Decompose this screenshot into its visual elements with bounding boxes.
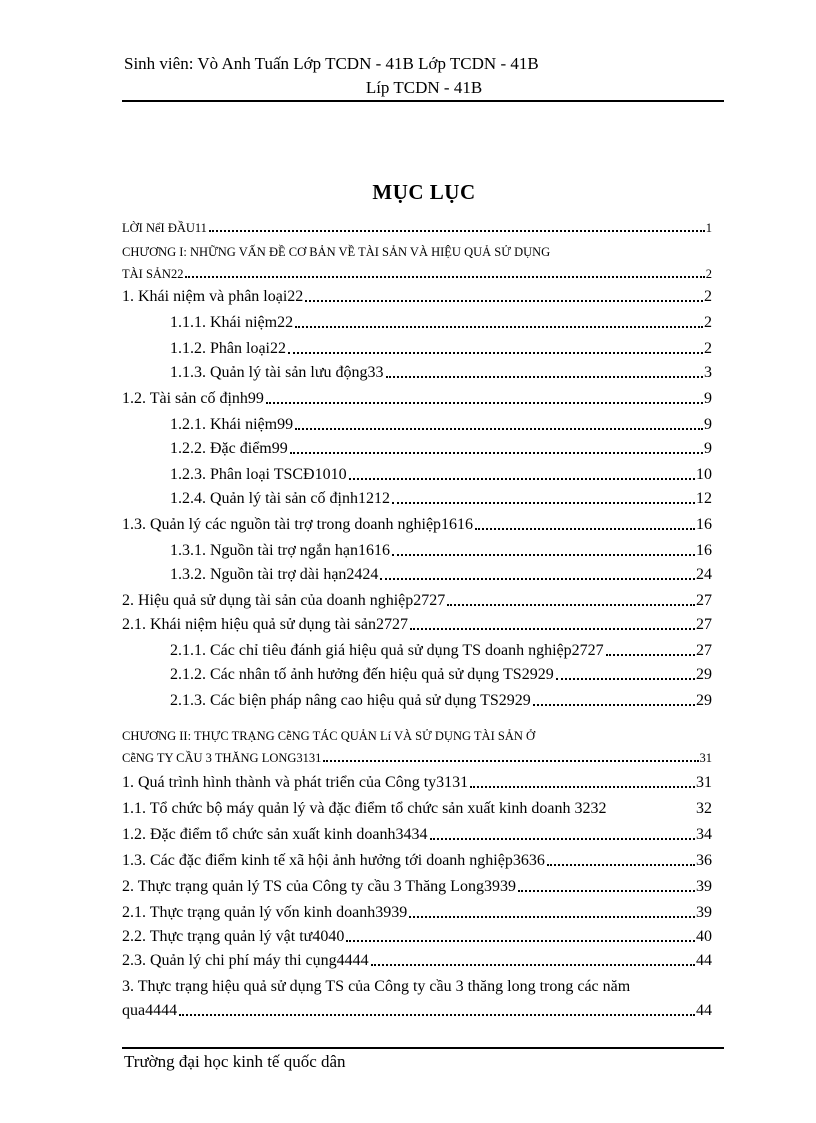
header-rule bbox=[122, 100, 724, 102]
toc-entry-title: TÀI SẢN22 bbox=[122, 267, 184, 281]
toc-entry-page: 36 bbox=[696, 852, 712, 869]
toc-entry[interactable] bbox=[122, 874, 712, 896]
toc-entry-page: 31 bbox=[696, 774, 712, 791]
toc-dot-leader bbox=[447, 594, 695, 606]
toc-entry-page: 10 bbox=[696, 466, 712, 483]
toc-entry-title: 1.2. Tài sản cố định99 bbox=[122, 390, 264, 407]
toc-entry[interactable] bbox=[170, 310, 712, 332]
toc-entry[interactable] bbox=[122, 796, 712, 818]
toc-entry[interactable] bbox=[170, 360, 712, 382]
toc-entry[interactable] bbox=[122, 948, 712, 970]
toc-entry[interactable] bbox=[170, 562, 712, 584]
toc-entry[interactable] bbox=[122, 612, 712, 634]
toc-dot-leader bbox=[518, 880, 695, 892]
toc-entry-page: 32 bbox=[696, 800, 712, 817]
toc-entry-title: 2.3. Quản lý chi phí máy thi cụng4444 bbox=[122, 952, 369, 969]
toc-entry[interactable] bbox=[122, 386, 712, 408]
toc-entry-title: 2.2. Thực trạng quản lý vật tư4040 bbox=[122, 928, 345, 945]
toc-entry-page: 1 bbox=[705, 221, 712, 235]
toc-dot-leader bbox=[295, 418, 703, 430]
toc-entry-page: 9 bbox=[704, 440, 712, 457]
toc-dot-leader bbox=[430, 828, 696, 840]
toc-entry-title: 1.1.1. Khái niệm22 bbox=[170, 314, 294, 331]
toc-entry-title: 1.3.1. Nguồn tài trợ ngắn hạn1616 bbox=[170, 542, 390, 559]
toc-entry[interactable] bbox=[170, 412, 712, 434]
toc-entry-title: 2.1.1. Các chỉ tiêu đánh giá hiệu quả sử dụng TS doanh nghiệp2727 bbox=[170, 642, 604, 659]
toc-entry-title: 2.1.2. Các nhân tố ảnh hưởng đến hiệu quả sử dụng TS2929 bbox=[170, 666, 554, 683]
toc-entry-page: 2 bbox=[704, 314, 712, 331]
toc-entry-page: 39 bbox=[696, 878, 712, 895]
toc-dot-leader bbox=[295, 316, 703, 328]
toc-dot-leader bbox=[349, 468, 695, 480]
toc-entry-page: 29 bbox=[696, 692, 712, 709]
toc-entry-title: 1.2.2. Đặc điểm99 bbox=[170, 440, 288, 457]
toc-dot-leader bbox=[556, 668, 695, 680]
toc-entry-title: 1. Khái niệm và phân loại22 bbox=[122, 288, 304, 305]
toc-entry-title: 2.1. Thực trạng quản lý vốn kinh doanh3939 bbox=[122, 904, 408, 921]
toc-entry[interactable] bbox=[170, 688, 712, 710]
toc-entry-title: CHƯƠNG II: THỰC TRẠNG CễNG TÁC QUẢN Lí VÀ SỬ DỤNG TÀI SẢN Ở bbox=[122, 729, 536, 743]
toc-entry[interactable] bbox=[122, 900, 712, 922]
toc-dot-leader bbox=[533, 694, 695, 706]
toc-entry[interactable] bbox=[170, 462, 712, 484]
toc-entry-page: 9 bbox=[704, 390, 712, 407]
toc-dot-leader bbox=[346, 930, 695, 942]
toc-entry-title: 1.3. Các đặc điểm kinh tế xã hội ảnh hưởng tới doanh nghiệp3636 bbox=[122, 852, 545, 869]
toc-entry[interactable] bbox=[122, 822, 712, 844]
header-line-2: Líp TCDN - 41B bbox=[365, 78, 483, 97]
toc-entry-page: 34 bbox=[696, 826, 712, 843]
toc-dot-leader bbox=[475, 518, 695, 530]
toc-dot-leader bbox=[288, 342, 703, 354]
toc-entry[interactable] bbox=[122, 588, 712, 610]
toc-entry-title: 1.2.1. Khái niệm99 bbox=[170, 416, 294, 433]
header-line-1: Sinh viên: Vò Anh Tuấn Lớp TCDN - 41B Lớp TCDN - 41B bbox=[124, 54, 539, 73]
toc-entry-title: 1.3.2. Nguồn tài trợ dài hạn2424 bbox=[170, 566, 379, 583]
toc-dot-leader bbox=[606, 644, 695, 656]
toc-entry-title: 2. Thực trạng quản lý TS của Công ty cầu 3 Thăng Long3939 bbox=[122, 878, 516, 895]
toc-entry-page: 2 bbox=[705, 267, 712, 281]
toc-entry-page: 16 bbox=[696, 542, 712, 559]
toc-dot-leader bbox=[547, 854, 695, 866]
toc-dot-leader bbox=[209, 220, 705, 232]
toc-dot-leader bbox=[305, 290, 703, 302]
toc-dot-leader bbox=[266, 392, 703, 404]
toc-entry-page: 2 bbox=[704, 340, 712, 357]
toc-entry-page: 2 bbox=[704, 288, 712, 305]
toc-entry[interactable] bbox=[170, 662, 712, 684]
toc-dot-leader bbox=[470, 776, 695, 788]
toc-entry[interactable] bbox=[122, 238, 712, 260]
toc-entry-title: 1.3. Quản lý các nguồn tài trợ trong doanh nghiệp1616 bbox=[122, 516, 474, 533]
toc-entry-title: 1. Quá trình hình thành và phát triển của Công ty3131 bbox=[122, 774, 469, 791]
toc-entry[interactable] bbox=[170, 486, 712, 508]
toc-dot-leader bbox=[323, 750, 698, 762]
toc-entry-title: 1.1.2. Phân loại22 bbox=[170, 340, 286, 357]
toc-dot-leader bbox=[392, 492, 695, 504]
toc-dot-leader bbox=[179, 1004, 695, 1016]
toc-entry-title: 1.2.3. Phân loại TSCĐ1010 bbox=[170, 466, 347, 483]
toc-entry-title: 1.1. Tổ chức bộ máy quản lý và đặc điểm tổ chức sản xuất kinh doanh 3232 bbox=[122, 800, 607, 817]
toc-entry[interactable] bbox=[170, 436, 712, 458]
toc-entry[interactable] bbox=[122, 260, 712, 282]
toc-entry[interactable] bbox=[170, 336, 712, 358]
toc-entry[interactable] bbox=[122, 512, 712, 534]
toc-dot-leader bbox=[409, 906, 695, 918]
toc-entry-title: CHƯƠNG I: NHỮNG VẤN ĐỀ CƠ BẢN VỀ TÀI SẢN VÀ HIỆU QUẢ SỬ DỤNG bbox=[122, 245, 551, 259]
toc-entry-title: 2. Hiệu quả sử dụng tài sản của doanh nghiệp2727 bbox=[122, 592, 446, 609]
toc-entry[interactable] bbox=[122, 998, 712, 1020]
toc-entry-page: 29 bbox=[696, 666, 712, 683]
toc-entry[interactable] bbox=[170, 538, 712, 560]
toc-entry-page: 27 bbox=[696, 642, 712, 659]
toc-entry[interactable] bbox=[122, 722, 712, 744]
page-header bbox=[122, 52, 726, 100]
toc-entry-page: 44 bbox=[696, 952, 712, 969]
toc-entry-title: CễNG TY CẦU 3 THĂNG LONG3131 bbox=[122, 751, 322, 765]
toc-entry-page: 39 bbox=[696, 904, 712, 921]
toc-entry-title: 2.1. Khái niệm hiệu quả sử dụng tài sản2727 bbox=[122, 616, 408, 633]
toc-entry[interactable] bbox=[122, 284, 712, 306]
toc-dot-leader bbox=[410, 618, 695, 630]
toc-entry[interactable] bbox=[122, 214, 712, 236]
toc-entry-page: 24 bbox=[696, 566, 712, 583]
toc-dot-leader bbox=[386, 366, 703, 378]
toc-entry-title: 3. Thực trạng hiệu quả sử dụng TS của Công ty cầu 3 thăng long trong các năm bbox=[122, 978, 631, 995]
toc-dot-leader bbox=[290, 442, 703, 454]
toc-entry-page: 40 bbox=[696, 928, 712, 945]
toc-entry[interactable] bbox=[170, 638, 712, 660]
toc-entry[interactable] bbox=[122, 924, 712, 946]
toc-entry-title: qua4444 bbox=[122, 1002, 178, 1019]
toc-entry-title: 1.2. Đặc điểm tổ chức sản xuất kinh doanh3434 bbox=[122, 826, 428, 843]
page-footer: Trường đại học kinh tế quốc dân bbox=[124, 1052, 346, 1071]
toc-entry-page: 44 bbox=[696, 1002, 712, 1019]
page-title: MỤC LỤC bbox=[372, 180, 476, 204]
toc-entry-title: 1.1.3. Quản lý tài sản lưu động33 bbox=[170, 364, 384, 381]
toc-entry[interactable] bbox=[122, 974, 712, 996]
toc-entry-page: 9 bbox=[704, 416, 712, 433]
toc-dot-leader bbox=[392, 544, 695, 556]
toc-entry-title: 2.1.3. Các biện pháp nâng cao hiệu quả sử dụng TS2929 bbox=[170, 692, 531, 709]
toc-dot-leader bbox=[371, 954, 695, 966]
toc-entry-page: 31 bbox=[699, 751, 712, 765]
toc-entry-page: 27 bbox=[696, 616, 712, 633]
toc-entry[interactable] bbox=[122, 770, 712, 792]
toc-entry-page: 16 bbox=[696, 516, 712, 533]
footer-rule bbox=[122, 1047, 724, 1049]
toc-entry[interactable] bbox=[122, 848, 712, 870]
toc-entry-title: LỜI NểI ĐẦU11 bbox=[122, 221, 207, 235]
toc-entry-page: 12 bbox=[696, 490, 712, 507]
toc-entry[interactable] bbox=[122, 744, 712, 766]
toc-entry-page: 3 bbox=[704, 364, 712, 381]
toc-entry-page: 27 bbox=[696, 592, 712, 609]
toc-dot-leader bbox=[380, 568, 695, 580]
toc-entry-title: 1.2.4. Quản lý tài sản cố định1212 bbox=[170, 490, 390, 507]
toc-dot-leader bbox=[185, 266, 704, 278]
